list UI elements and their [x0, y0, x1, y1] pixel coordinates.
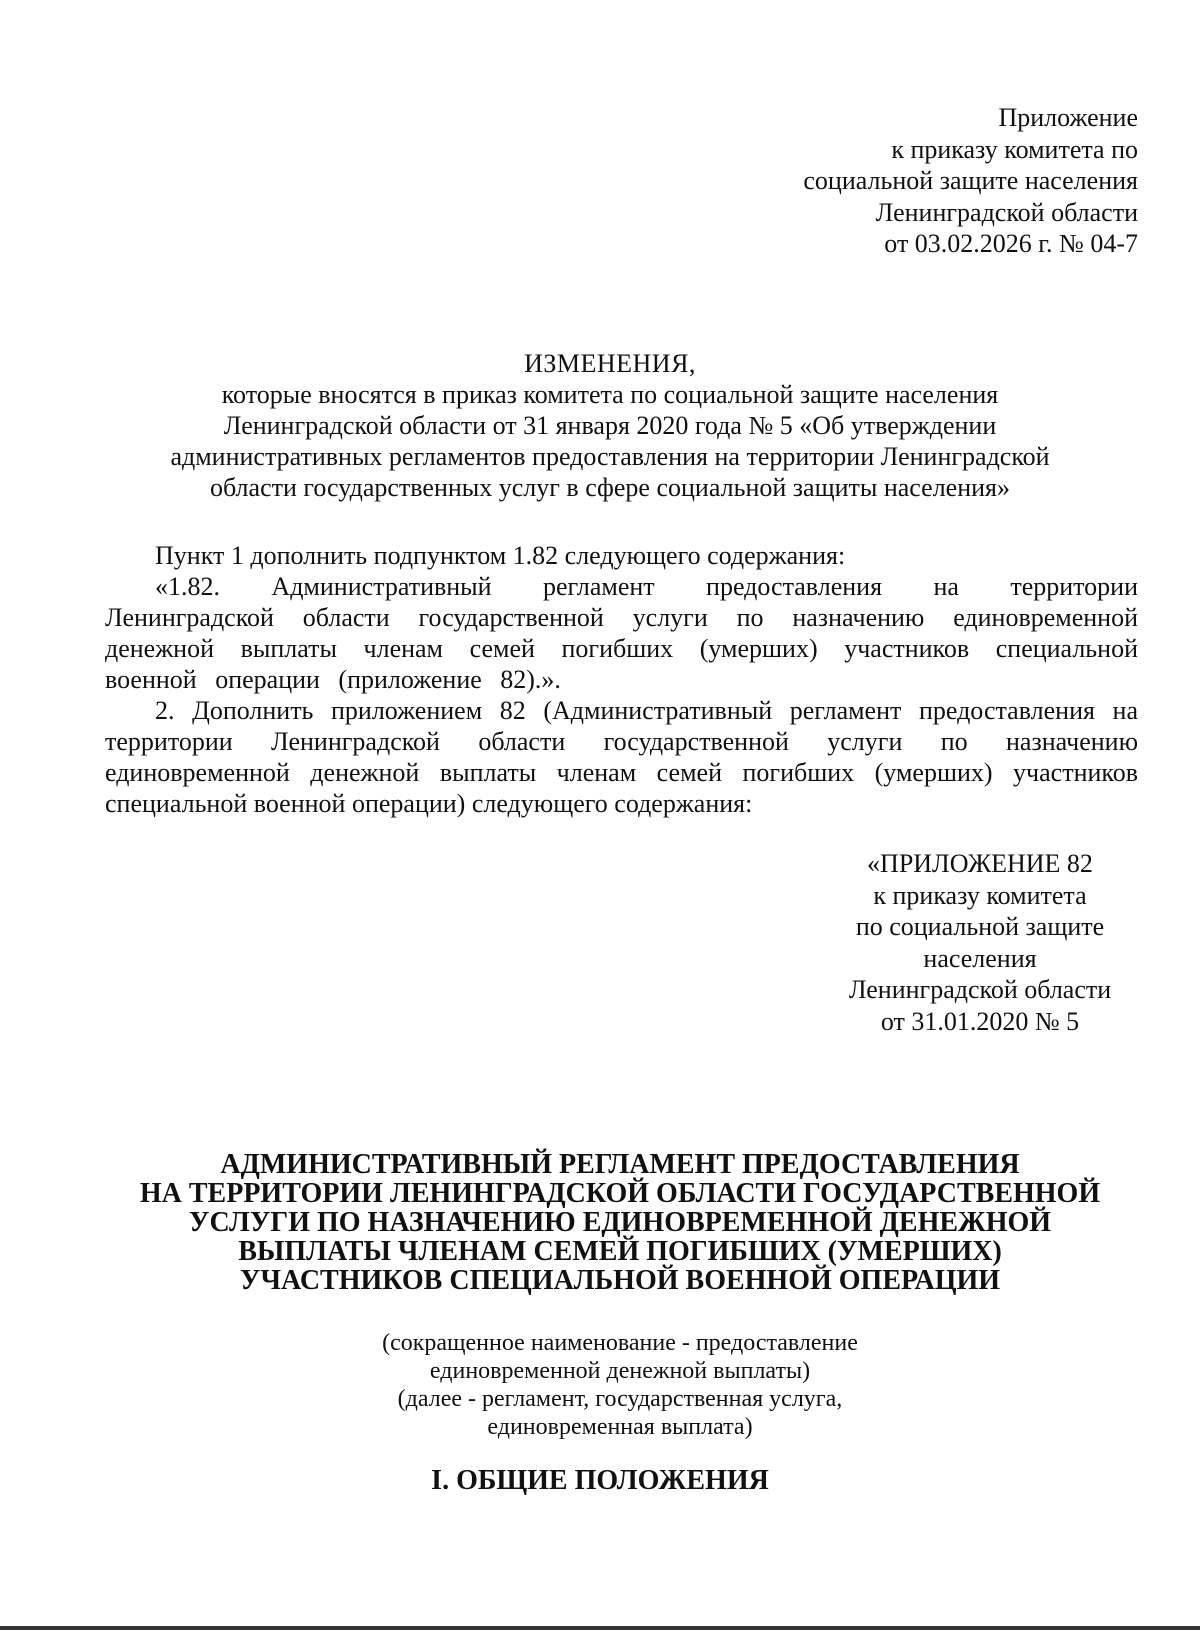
appendix-line: по социальной защите: [855, 912, 1105, 941]
regulation-title: [100, 1150, 1140, 1295]
changes-subtitle-line: области государственных услуг в сфере социальной защиты населения»: [209, 473, 1011, 502]
paragraph-point-1: Пункт 1 дополнить подпунктом 1.82 следующего содержания:: [155, 541, 846, 570]
appendix-line: от 31.01.2020 № 5: [880, 1006, 1080, 1036]
short-name-line: единовременная выплата): [487, 1414, 753, 1440]
approval-line: от 03.02.2026 г. № 04-7: [884, 229, 1138, 258]
paragraph-subpoint-1-82: «1.82. Административный регламент предоставления на территории Ленинградской области государственной услуги по назначению единовременной денежной выплаты членам семей погибших (умерших) участников специальной военной операции (приложение 82).».: [105, 572, 1138, 694]
regulation-title-line: НА ТЕРРИТОРИИ ЛЕНИНГРАДСКОЙ ОБЛАСТИ ГОСУДАРСТВЕННОЙ: [139, 1178, 1101, 1209]
appendix-line: населения: [923, 943, 1037, 973]
changes-subtitle-line: которые вносятся в приказ комитета по социальной защите населения: [221, 380, 999, 409]
approval-block: [803, 102, 1138, 260]
regulation-title-line: АДМИНИСТРАТИВНЫЙ РЕГЛАМЕНТ ПРЕДОСТАВЛЕНИЯ: [220, 1149, 1020, 1180]
scan-bottom-edge: [0, 1626, 1200, 1630]
appendix-line: к приказу комитета: [873, 880, 1087, 910]
appendix-82-block: [800, 848, 1160, 1037]
body-text: [105, 540, 1138, 819]
approval-line: Приложение: [998, 103, 1138, 132]
regulation-title-line: ВЫПЛАТЫ ЧЛЕНАМ СЕМЕЙ ПОГИБШИХ (УМЕРШИХ): [238, 1236, 1002, 1267]
regulation-title-line: УСЛУГИ ПО НАЗНАЧЕНИЮ ЕДИНОВРЕМЕННОЙ ДЕНЕЖНОЙ: [188, 1207, 1052, 1238]
appendix-line: Ленинградской области: [848, 975, 1112, 1004]
changes-subtitle-line: административных регламентов предоставления на территории Ленинградской: [170, 442, 1050, 471]
short-name-line: (далее - регламент, государственная услуга,: [397, 1386, 843, 1412]
short-name-line: (сокращенное наименование - предоставление: [382, 1330, 858, 1356]
short-name-line: единовременной денежной выплаты): [429, 1358, 811, 1384]
changes-heading: [110, 348, 1110, 503]
regulation-title-line: УЧАСТНИКОВ СПЕЦИАЛЬНОЙ ВОЕННОЙ ОПЕРАЦИИ: [239, 1265, 1001, 1296]
changes-subtitle-line: Ленинградской области от 31 января 2020 года № 5 «Об утверждении: [223, 411, 997, 440]
approval-line: социальной защите населения: [803, 166, 1138, 195]
approval-line: к приказу комитета по: [891, 134, 1138, 164]
short-name-note: [210, 1329, 1030, 1441]
changes-title: ИЗМЕНЕНИЯ,: [524, 349, 696, 378]
section-heading-general: I. ОБЩИЕ ПОЛОЖЕНИЯ: [431, 1465, 769, 1496]
approval-line: Ленинградской области: [875, 197, 1138, 227]
paragraph-point-2: 2. Дополнить приложением 82 (Административный регламент предоставления на территории Ленинградской области государственной услуги по назначению единовременной денежной выплаты членам семей погибших (умерших) участников специальной военной операции) следующего содержания:: [105, 696, 1138, 818]
appendix-line: «ПРИЛОЖЕНИЕ 82: [867, 849, 1093, 878]
